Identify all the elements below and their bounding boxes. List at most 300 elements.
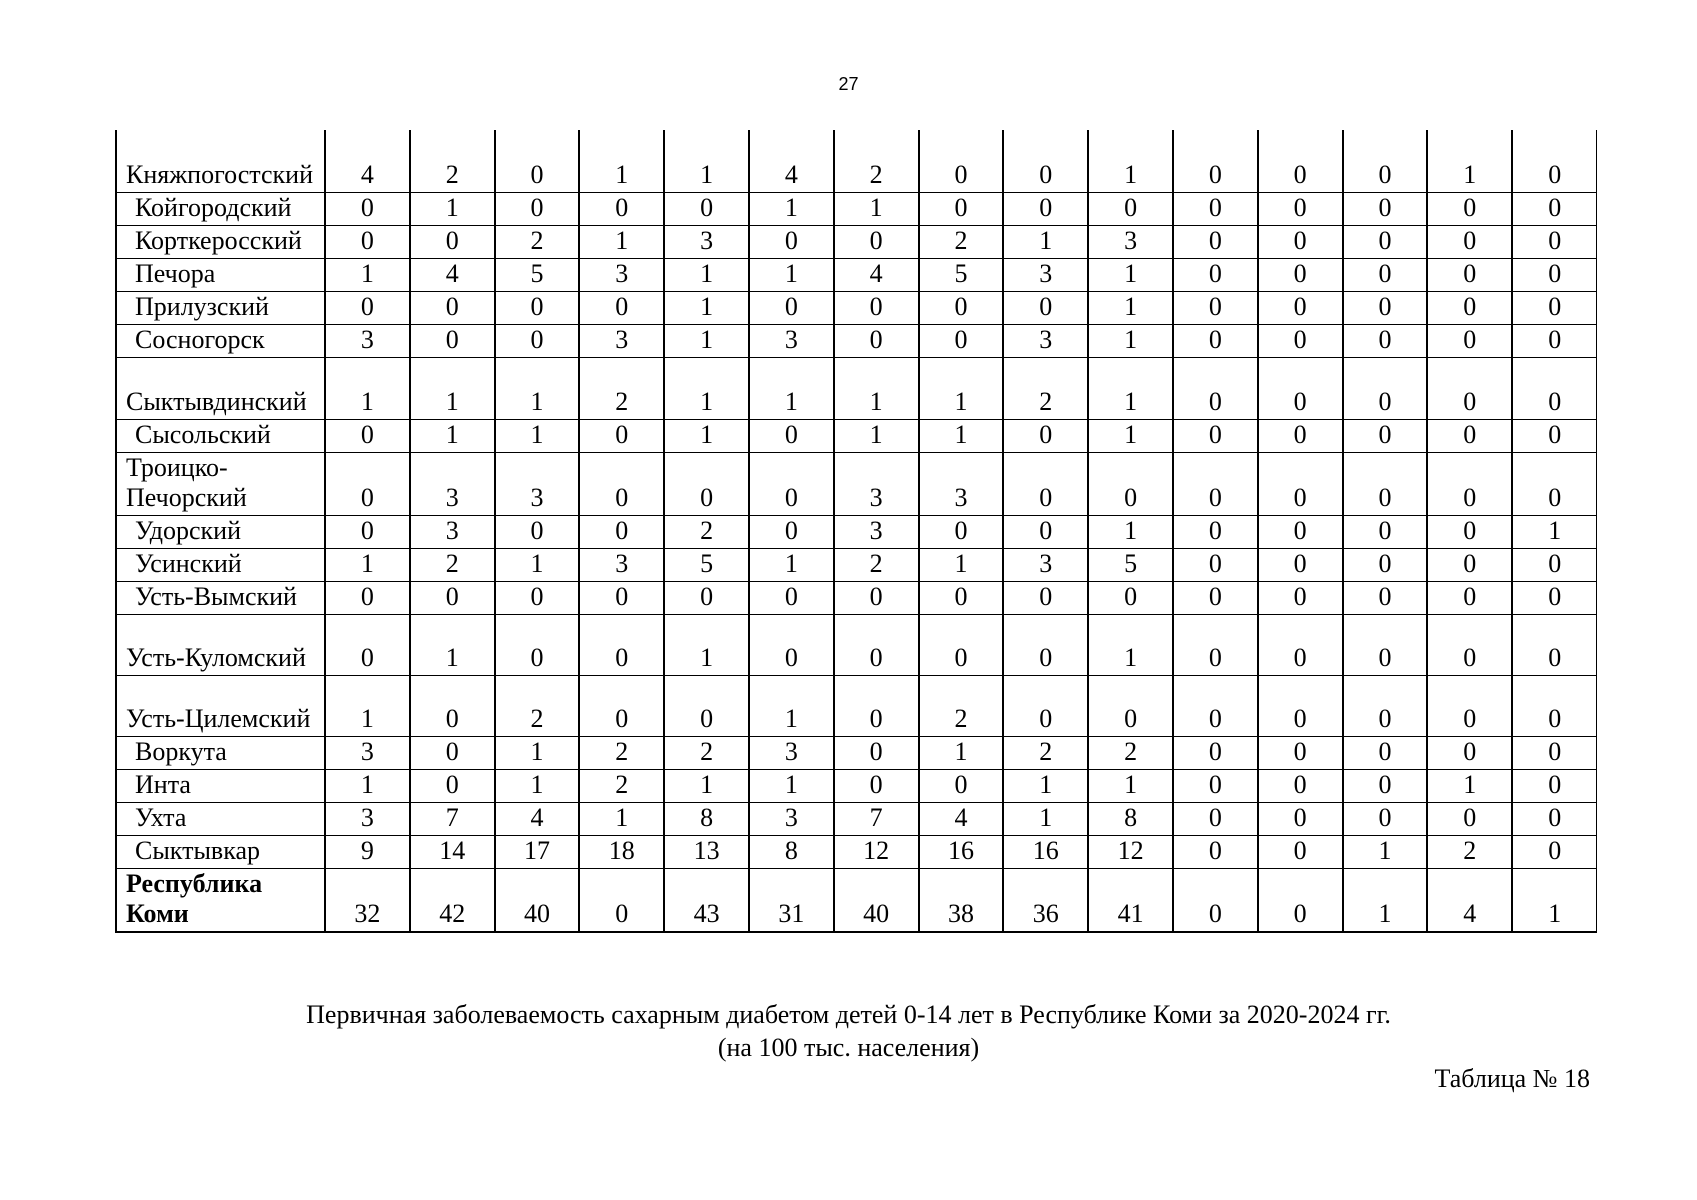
- value-cell: 0: [1512, 258, 1597, 291]
- value-cell: 4: [410, 258, 495, 291]
- table-row: [116, 258, 1597, 291]
- value-cell: 0: [1173, 736, 1258, 769]
- value-cell: 1: [1088, 769, 1173, 802]
- value-cell: 1: [325, 769, 410, 802]
- value-cell: 0: [410, 291, 495, 324]
- value-cell: 0: [1003, 581, 1088, 614]
- value-cell: 13: [664, 835, 749, 868]
- value-cell: 2: [664, 515, 749, 548]
- value-cell: 0: [1427, 548, 1512, 581]
- value-cell: 1: [664, 291, 749, 324]
- region-name-cell: Сысольский: [116, 419, 325, 452]
- table-row: [116, 357, 1597, 419]
- value-cell: 0: [325, 581, 410, 614]
- value-cell: 0: [919, 614, 1004, 675]
- value-cell: 0: [325, 515, 410, 548]
- region-name-cell: Корткеросский: [116, 225, 325, 258]
- value-cell: 0: [1173, 835, 1258, 868]
- value-cell: 3: [579, 258, 664, 291]
- table-row: [116, 130, 1597, 192]
- value-cell: 0: [1003, 130, 1088, 192]
- caption-title: Первичная заболеваемость сахарным диабетом детей 0-14 лет в Республике Коми за 2020-2024 гг.: [306, 1000, 1391, 1029]
- value-cell: 1: [1088, 258, 1173, 291]
- value-cell: 4: [495, 802, 580, 835]
- value-cell: 0: [1173, 452, 1258, 515]
- value-cell: 0: [919, 192, 1004, 225]
- value-cell: 0: [495, 581, 580, 614]
- value-cell: 0: [410, 324, 495, 357]
- value-cell: 1: [1088, 130, 1173, 192]
- value-cell: 0: [834, 324, 919, 357]
- region-name-cell: Удорский: [116, 515, 325, 548]
- value-cell: 1: [1512, 868, 1597, 932]
- value-cell: 0: [579, 581, 664, 614]
- value-cell: 1: [664, 769, 749, 802]
- value-cell: 1: [1088, 324, 1173, 357]
- table-row: [116, 769, 1597, 802]
- value-cell: 0: [664, 192, 749, 225]
- value-cell: 0: [1343, 802, 1428, 835]
- value-cell: 1: [664, 130, 749, 192]
- value-cell: 0: [1258, 192, 1343, 225]
- value-cell: 2: [495, 675, 580, 736]
- value-cell: 0: [1003, 291, 1088, 324]
- value-cell: 1: [495, 736, 580, 769]
- value-cell: 0: [579, 192, 664, 225]
- value-cell: 0: [1088, 192, 1173, 225]
- value-cell: 5: [664, 548, 749, 581]
- value-cell: 2: [579, 769, 664, 802]
- value-cell: 0: [1173, 675, 1258, 736]
- value-cell: 0: [410, 736, 495, 769]
- value-cell: 2: [919, 675, 1004, 736]
- value-cell: 0: [749, 225, 834, 258]
- value-cell: 0: [1427, 802, 1512, 835]
- value-cell: 1: [579, 802, 664, 835]
- value-cell: 0: [1173, 581, 1258, 614]
- value-cell: 3: [325, 802, 410, 835]
- value-cell: 0: [1343, 581, 1428, 614]
- value-cell: 0: [1173, 802, 1258, 835]
- value-cell: 0: [1512, 324, 1597, 357]
- value-cell: 17: [495, 835, 580, 868]
- value-cell: 0: [495, 324, 580, 357]
- value-cell: 42: [410, 868, 495, 932]
- value-cell: 2: [1427, 835, 1512, 868]
- value-cell: 18: [579, 835, 664, 868]
- value-cell: 0: [495, 515, 580, 548]
- value-cell: 0: [1088, 452, 1173, 515]
- value-cell: 43: [664, 868, 749, 932]
- value-cell: 1: [749, 548, 834, 581]
- value-cell: 4: [325, 130, 410, 192]
- value-cell: 0: [1512, 614, 1597, 675]
- value-cell: 1: [664, 258, 749, 291]
- value-cell: 1: [919, 419, 1004, 452]
- table-row: [116, 192, 1597, 225]
- value-cell: 0: [1173, 130, 1258, 192]
- value-cell: 1: [325, 675, 410, 736]
- value-cell: 0: [579, 868, 664, 932]
- value-cell: 0: [579, 675, 664, 736]
- value-cell: 1: [495, 419, 580, 452]
- value-cell: 0: [1173, 614, 1258, 675]
- value-cell: 0: [410, 769, 495, 802]
- region-name-cell: Койгородский: [116, 192, 325, 225]
- table-row: [116, 225, 1597, 258]
- table-row: [116, 736, 1597, 769]
- value-cell: 9: [325, 835, 410, 868]
- value-cell: 0: [1343, 419, 1428, 452]
- value-cell: 31: [749, 868, 834, 932]
- value-cell: 1: [1343, 868, 1428, 932]
- value-cell: 0: [749, 614, 834, 675]
- value-cell: 12: [1088, 835, 1173, 868]
- value-cell: 0: [1343, 736, 1428, 769]
- table-row: [116, 581, 1597, 614]
- value-cell: 0: [1258, 419, 1343, 452]
- value-cell: 0: [1088, 581, 1173, 614]
- value-cell: 0: [1427, 581, 1512, 614]
- value-cell: 2: [1088, 736, 1173, 769]
- value-cell: 0: [834, 736, 919, 769]
- value-cell: 1: [1088, 357, 1173, 419]
- value-cell: 1: [1512, 515, 1597, 548]
- region-name-cell: Воркута: [116, 736, 325, 769]
- value-cell: 3: [1088, 225, 1173, 258]
- value-cell: 0: [325, 225, 410, 258]
- value-cell: 1: [919, 357, 1004, 419]
- page-number: 27: [838, 74, 859, 94]
- region-name-cell: Инта: [116, 769, 325, 802]
- value-cell: 14: [410, 835, 495, 868]
- value-cell: 1: [919, 736, 1004, 769]
- value-cell: 0: [495, 291, 580, 324]
- region-name-cell: Усть-Цилемский: [116, 675, 325, 736]
- value-cell: 4: [919, 802, 1004, 835]
- region-name-cell: Печора: [116, 258, 325, 291]
- value-cell: 0: [1512, 581, 1597, 614]
- table-row: [116, 324, 1597, 357]
- value-cell: 0: [1258, 258, 1343, 291]
- value-cell: 0: [1512, 802, 1597, 835]
- value-cell: 32: [325, 868, 410, 932]
- value-cell: 0: [579, 452, 664, 515]
- value-cell: 0: [1427, 452, 1512, 515]
- value-cell: 0: [1427, 675, 1512, 736]
- value-cell: 40: [495, 868, 580, 932]
- value-cell: 0: [1427, 225, 1512, 258]
- value-cell: 0: [1512, 225, 1597, 258]
- value-cell: 0: [1343, 291, 1428, 324]
- value-cell: 0: [1343, 515, 1428, 548]
- region-name-cell: Ухта: [116, 802, 325, 835]
- value-cell: 1: [749, 769, 834, 802]
- value-cell: 0: [1512, 357, 1597, 419]
- value-cell: 0: [1343, 258, 1428, 291]
- value-cell: 0: [1427, 357, 1512, 419]
- value-cell: 1: [834, 419, 919, 452]
- value-cell: 0: [1258, 225, 1343, 258]
- value-cell: 0: [1343, 225, 1428, 258]
- table-row: [116, 515, 1597, 548]
- value-cell: 36: [1003, 868, 1088, 932]
- value-cell: 2: [834, 130, 919, 192]
- value-cell: 1: [1427, 130, 1512, 192]
- value-cell: 0: [749, 419, 834, 452]
- value-cell: 1: [664, 324, 749, 357]
- value-cell: 2: [1003, 357, 1088, 419]
- value-cell: 1: [579, 130, 664, 192]
- value-cell: 0: [1258, 130, 1343, 192]
- value-cell: 0: [1343, 324, 1428, 357]
- value-cell: 0: [1003, 675, 1088, 736]
- value-cell: 0: [1173, 324, 1258, 357]
- value-cell: 4: [1427, 868, 1512, 932]
- value-cell: 3: [749, 324, 834, 357]
- value-cell: 7: [410, 802, 495, 835]
- value-cell: 0: [1427, 614, 1512, 675]
- value-cell: 8: [664, 802, 749, 835]
- region-name-cell: Княжпогостский: [116, 130, 325, 192]
- value-cell: 1: [664, 614, 749, 675]
- value-cell: 1: [749, 192, 834, 225]
- value-cell: 0: [1512, 548, 1597, 581]
- value-cell: 0: [1173, 291, 1258, 324]
- value-cell: 1: [495, 357, 580, 419]
- value-cell: 1: [749, 258, 834, 291]
- value-cell: 0: [1427, 291, 1512, 324]
- region-name-cell: Прилузский: [116, 291, 325, 324]
- value-cell: 0: [1512, 419, 1597, 452]
- region-name-cell: Сосногорск: [116, 324, 325, 357]
- value-cell: 3: [410, 452, 495, 515]
- value-cell: 0: [1003, 452, 1088, 515]
- value-cell: 4: [834, 258, 919, 291]
- value-cell: 12: [834, 835, 919, 868]
- value-cell: 0: [1427, 324, 1512, 357]
- value-cell: 0: [1258, 835, 1343, 868]
- value-cell: 0: [834, 675, 919, 736]
- value-cell: 0: [664, 675, 749, 736]
- value-cell: 2: [495, 225, 580, 258]
- value-cell: 0: [1258, 581, 1343, 614]
- value-cell: 7: [834, 802, 919, 835]
- value-cell: 3: [749, 736, 834, 769]
- value-cell: 0: [579, 419, 664, 452]
- value-cell: 0: [1088, 675, 1173, 736]
- value-cell: 0: [1343, 548, 1428, 581]
- value-cell: 0: [325, 192, 410, 225]
- value-cell: 1: [325, 258, 410, 291]
- value-cell: 0: [1343, 357, 1428, 419]
- value-cell: 1: [664, 419, 749, 452]
- value-cell: 0: [834, 581, 919, 614]
- value-cell: 0: [1003, 419, 1088, 452]
- value-cell: 2: [579, 736, 664, 769]
- value-cell: 0: [1258, 515, 1343, 548]
- region-name-cell: Троицко-Печорский: [116, 452, 325, 515]
- value-cell: 0: [579, 291, 664, 324]
- value-cell: 2: [410, 130, 495, 192]
- value-cell: 0: [1173, 769, 1258, 802]
- value-cell: 0: [1343, 192, 1428, 225]
- value-cell: 1: [1427, 769, 1512, 802]
- value-cell: 0: [1258, 548, 1343, 581]
- value-cell: 16: [1003, 835, 1088, 868]
- value-cell: 1: [1343, 835, 1428, 868]
- region-name-cell: Усинский: [116, 548, 325, 581]
- region-name-cell: Сыктывдинский: [116, 357, 325, 419]
- table-row: [116, 452, 1597, 515]
- table-row: [116, 675, 1597, 736]
- value-cell: 0: [1173, 192, 1258, 225]
- value-cell: 40: [834, 868, 919, 932]
- value-cell: 0: [834, 614, 919, 675]
- value-cell: 1: [495, 548, 580, 581]
- value-cell: 1: [1003, 802, 1088, 835]
- value-cell: 0: [749, 291, 834, 324]
- value-cell: 2: [834, 548, 919, 581]
- value-cell: 1: [410, 614, 495, 675]
- value-cell: 0: [1173, 868, 1258, 932]
- value-cell: 2: [579, 357, 664, 419]
- value-cell: 0: [1258, 868, 1343, 932]
- value-cell: 2: [1003, 736, 1088, 769]
- region-name-cell: Усть-Вымский: [116, 581, 325, 614]
- value-cell: 1: [410, 192, 495, 225]
- value-cell: 3: [919, 452, 1004, 515]
- value-cell: 0: [1427, 515, 1512, 548]
- value-cell: 3: [579, 548, 664, 581]
- value-cell: 0: [1512, 736, 1597, 769]
- value-cell: 0: [1258, 324, 1343, 357]
- value-cell: 0: [410, 225, 495, 258]
- value-cell: 0: [1173, 515, 1258, 548]
- value-cell: 0: [325, 452, 410, 515]
- value-cell: 0: [834, 225, 919, 258]
- value-cell: 1: [664, 357, 749, 419]
- value-cell: 0: [1512, 192, 1597, 225]
- value-cell: 0: [495, 192, 580, 225]
- value-cell: 3: [1003, 324, 1088, 357]
- value-cell: 0: [1427, 736, 1512, 769]
- value-cell: 0: [325, 291, 410, 324]
- table-row: [116, 835, 1597, 868]
- value-cell: 3: [664, 225, 749, 258]
- table-row: [116, 291, 1597, 324]
- value-cell: 0: [919, 324, 1004, 357]
- value-cell: 38: [919, 868, 1004, 932]
- value-cell: 0: [1258, 736, 1343, 769]
- value-cell: 1: [410, 419, 495, 452]
- value-cell: 1: [834, 192, 919, 225]
- table-body: [116, 130, 1597, 932]
- table-row: [116, 868, 1597, 932]
- value-cell: 1: [495, 769, 580, 802]
- value-cell: 1: [1003, 769, 1088, 802]
- region-name-cell: Усть-Куломский: [116, 614, 325, 675]
- value-cell: 8: [1088, 802, 1173, 835]
- table-row: [116, 802, 1597, 835]
- value-cell: 1: [410, 357, 495, 419]
- value-cell: 3: [579, 324, 664, 357]
- value-cell: 0: [1512, 130, 1597, 192]
- value-cell: 1: [1003, 225, 1088, 258]
- table-row: [116, 614, 1597, 675]
- value-cell: 3: [325, 324, 410, 357]
- value-cell: 1: [325, 548, 410, 581]
- value-cell: 1: [1088, 291, 1173, 324]
- value-cell: 0: [834, 291, 919, 324]
- value-cell: 0: [1003, 515, 1088, 548]
- value-cell: 8: [749, 835, 834, 868]
- value-cell: 0: [664, 452, 749, 515]
- value-cell: 0: [834, 769, 919, 802]
- value-cell: 1: [1088, 419, 1173, 452]
- table-caption: [0, 998, 1697, 1064]
- value-cell: 0: [1427, 258, 1512, 291]
- value-cell: 1: [919, 548, 1004, 581]
- value-cell: 0: [1258, 675, 1343, 736]
- value-cell: 2: [410, 548, 495, 581]
- value-cell: 5: [495, 258, 580, 291]
- value-cell: 1: [834, 357, 919, 419]
- value-cell: 0: [919, 130, 1004, 192]
- value-cell: 0: [1512, 291, 1597, 324]
- value-cell: 0: [1343, 130, 1428, 192]
- value-cell: 0: [919, 515, 1004, 548]
- value-cell: 1: [325, 357, 410, 419]
- value-cell: 0: [495, 614, 580, 675]
- value-cell: 0: [495, 130, 580, 192]
- value-cell: 0: [1512, 452, 1597, 515]
- value-cell: 0: [410, 581, 495, 614]
- value-cell: 0: [1512, 769, 1597, 802]
- value-cell: 0: [1258, 802, 1343, 835]
- value-cell: 0: [919, 291, 1004, 324]
- value-cell: 3: [834, 452, 919, 515]
- value-cell: 0: [1173, 419, 1258, 452]
- value-cell: 0: [1343, 614, 1428, 675]
- value-cell: 0: [749, 452, 834, 515]
- value-cell: 3: [325, 736, 410, 769]
- value-cell: 4: [749, 130, 834, 192]
- value-cell: 41: [1088, 868, 1173, 932]
- value-cell: 1: [749, 675, 834, 736]
- value-cell: 0: [1343, 675, 1428, 736]
- value-cell: 0: [1173, 225, 1258, 258]
- value-cell: 0: [1427, 419, 1512, 452]
- table-row: [116, 548, 1597, 581]
- value-cell: 3: [749, 802, 834, 835]
- value-cell: 0: [1343, 452, 1428, 515]
- value-cell: 1: [749, 357, 834, 419]
- region-name-cell: Республика Коми: [116, 868, 325, 932]
- value-cell: 0: [1512, 835, 1597, 868]
- value-cell: 3: [495, 452, 580, 515]
- value-cell: 3: [1003, 258, 1088, 291]
- region-name-cell: Сыктывкар: [116, 835, 325, 868]
- value-cell: 3: [834, 515, 919, 548]
- value-cell: 3: [1003, 548, 1088, 581]
- value-cell: 0: [325, 419, 410, 452]
- value-cell: 1: [1088, 515, 1173, 548]
- value-cell: 5: [1088, 548, 1173, 581]
- incidence-table: [115, 130, 1597, 933]
- value-cell: 0: [919, 581, 1004, 614]
- value-cell: 0: [1173, 258, 1258, 291]
